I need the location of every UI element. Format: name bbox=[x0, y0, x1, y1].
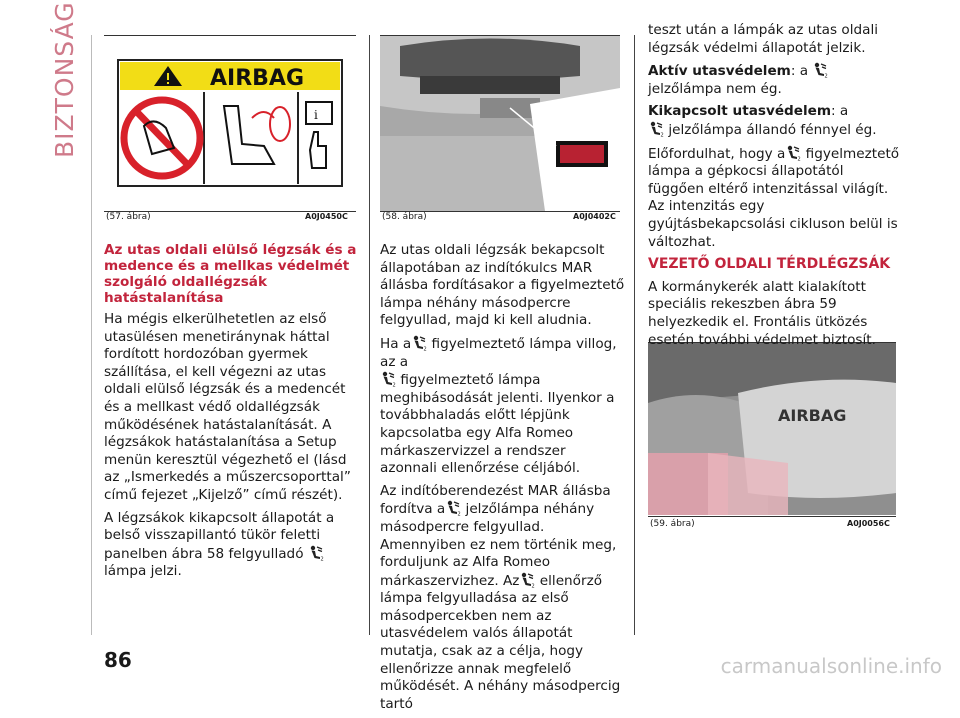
airbag-label-text: AIRBAG bbox=[210, 66, 305, 91]
column-2 bbox=[380, 242, 626, 718]
paragraph: A légzsákok kikapcsolt állapotát a belső visszapillantó tükör feletti panelben ábra 58 felgyulladó lámpa jelzi. bbox=[104, 509, 335, 580]
column-divider bbox=[634, 35, 635, 635]
page-number: 86 bbox=[104, 648, 132, 672]
figure-58-code: A0J0402C bbox=[573, 212, 616, 221]
figure-57-caption: (57. ábra) bbox=[106, 212, 151, 222]
paragraph: teszt után a lámpák az utas oldali légzsák védelmi állapotát jelzik. bbox=[648, 22, 878, 56]
paragraph: Az indítóberendezést MAR állásba fordítva a jelzőlámpa néhány másodpercre felgyullad. Amennyiben ez nem történik meg, forduljunk az Alfa Romeo márkaszervizhez. Az ellenőrző lámpa felgyulladása az első másodpercekben nem az utasvédelem valós állapotát mutatja, csak az a célja, hogy ellenőrizze annak megfelelő működését. A néhány másodpercig tartó bbox=[380, 482, 621, 712]
figure-59-code: A0J0056C bbox=[847, 519, 890, 528]
airbag-lamp-icon bbox=[519, 572, 535, 588]
airbag-lamp-icon bbox=[308, 545, 324, 561]
column-divider bbox=[369, 35, 370, 635]
figure-59 bbox=[648, 342, 896, 517]
airbag-lamp-icon bbox=[812, 62, 828, 78]
column-1 bbox=[104, 242, 360, 586]
airbag-lamp-icon bbox=[648, 121, 664, 137]
section-heading: VEZETŐ OLDALI TÉRDLÉGZSÁK bbox=[648, 256, 891, 273]
airbag-lamp-icon bbox=[411, 335, 427, 351]
figure-58 bbox=[380, 35, 620, 212]
paragraph: Ha mégis elkerülhetetlen az első utasülésen menetiránynak háttal fordított hordozóban gyermek szállítása, el kell végezni az utas oldali elülső légzsák és a medencét és a mellkast védő oldallégzsák működésének hatástalanítását. A légzsákok hatástalanítása a Setup menün keresztül végezhető el (lásd az „Ismerkedés a műszercsoporttal” című fejezet „Kijelző” című részét). bbox=[104, 311, 351, 503]
paragraph: Ha a figyelmeztető lámpa villog, az a figyelmeztető lámpa meghibásodását jelenti. Ilyenkor a továbbhaladás előtt lépjünk kapcsolatba egy Alfa Romeo márkaszervizzel a rendszer azonnali ellenőrzése céljából. bbox=[380, 335, 617, 477]
column-3 bbox=[648, 22, 900, 354]
paragraph: Előfordulhat, hogy a figyelmeztető lámpa a gépkocsi állapotától függően eltérő intenzitással világít. Az intenzitás egy gyújtásbekapcsolási cikluson belül is változhat. bbox=[648, 145, 900, 250]
svg-text:i: i bbox=[314, 108, 318, 122]
figure-57 bbox=[104, 35, 356, 212]
knee-airbag-label: AIRBAG bbox=[778, 406, 847, 425]
paragraph: Kikapcsolt utasvédelem: a jelzőlámpa állandó fénnyel ég. bbox=[648, 103, 877, 138]
roof-panel-image bbox=[380, 36, 620, 211]
figure-58-caption: (58. ábra) bbox=[382, 212, 427, 222]
figure-59-caption: (59. ábra) bbox=[650, 519, 695, 529]
airbag-warning-label-image bbox=[104, 36, 356, 211]
figure-57-code: A0J0450C bbox=[305, 212, 348, 221]
watermark: carmanualsonline.info bbox=[720, 654, 942, 678]
airbag-lamp-icon bbox=[380, 371, 396, 387]
section-heading: Az utas oldali elülső légzsák és a medence és a mellkas védelmét szolgáló oldallégzsák hatástalanítása bbox=[104, 242, 357, 306]
paragraph: Az utas oldali légzsák bekapcsolt állapotában az indítókulcs MAR állásba fordításakor a figyelmeztető lámpa néhány másodpercre felgyullad, majd ki kell aludnia. bbox=[380, 242, 625, 329]
paragraph: Aktív utasvédelem: a jelzőlámpa nem ég. bbox=[648, 62, 900, 98]
airbag-lamp-icon bbox=[785, 145, 801, 161]
airbag-lamp-icon bbox=[445, 500, 461, 516]
knee-airbag-image bbox=[648, 343, 896, 515]
side-divider bbox=[91, 35, 92, 635]
paragraph: A kormánykerék alatt kialakított speciális rekeszben ábra 59 helyezkedik el. Frontális ütközés esetén további védelmet biztosít. bbox=[648, 278, 876, 348]
section-title: BIZTONSÁG bbox=[50, 1, 79, 158]
